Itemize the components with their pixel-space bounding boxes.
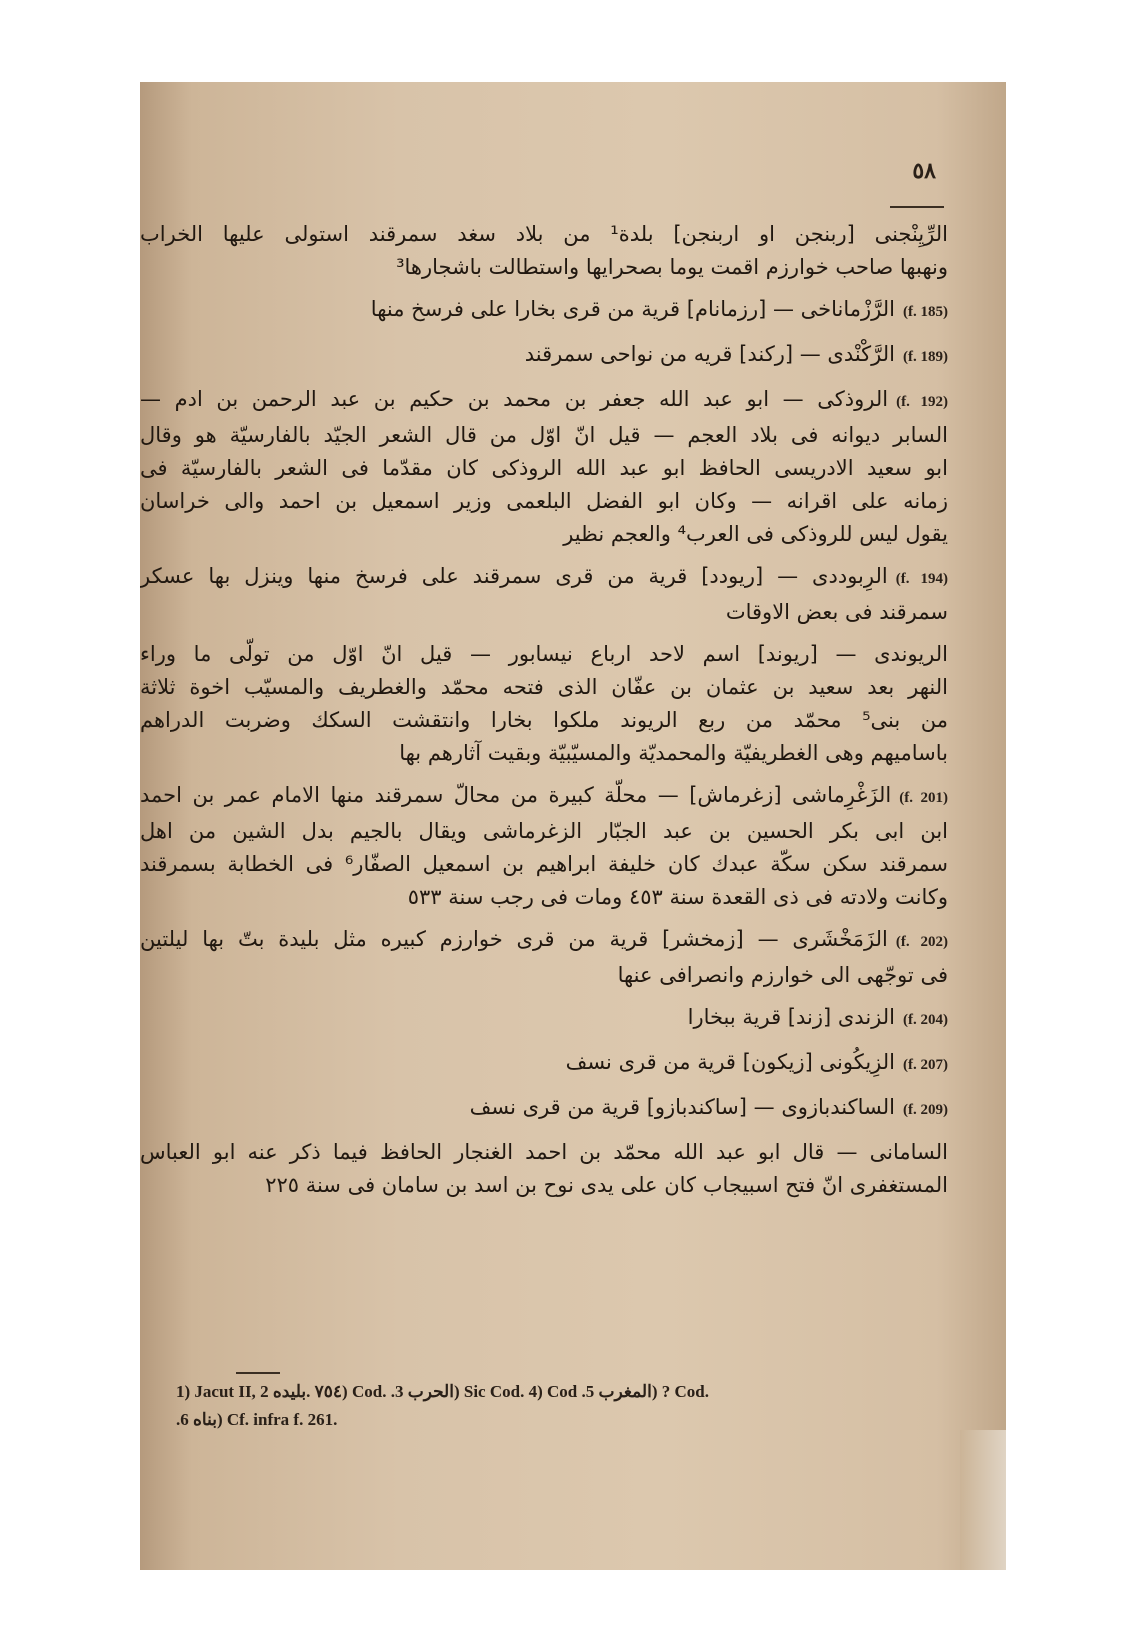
entry-text: السابر ديوانه فى بلاد العجم — قيل انّ اوّل من قال الشعر الجيّد بالفارسيّة هو وقال bbox=[140, 423, 948, 447]
footnote-line: 1) Jacut II, ٧٥٤ .بليده 2) Cod. .الحرب 3) Sic Cod. 4) Cod .المغرب 5) ? Cod. bbox=[176, 1382, 709, 1401]
entry-text: سمرقند فى بعض الاوقات bbox=[725, 600, 948, 624]
entry-text: باساميهم وهى الغطريفيّة والمحمديّة والمسيّبيّة وبقيت آثارهم بها bbox=[399, 741, 948, 765]
entry-text: الرِبوددى — [ريودد] قرية من قرى سمرقند على فرسخ منها وينزل بها عسكر bbox=[140, 564, 888, 588]
entry-line bbox=[140, 737, 948, 770]
entry-text: الزَغْرِماشى [زغرماش] — محلّة كبيرة من محالّ سمرقند منها الامام عمر بن احمد bbox=[140, 783, 892, 807]
entry-text: ابو سعيد الادريسى الحافظ ابو عبد الله الروذكى كان مقدّما فى الشعر بالفارسيّة فى bbox=[140, 456, 948, 480]
entry-line bbox=[140, 485, 948, 518]
entry-line bbox=[140, 848, 948, 881]
dictionary-entry bbox=[140, 338, 948, 374]
dictionary-entry bbox=[140, 293, 948, 329]
footnote-rule bbox=[236, 1372, 280, 1374]
entry-text: الرِّيِنْجنى [ربنجن او اربنجن] بلدة¹ من بلاد سغد سمرقند استولى عليها الخراب bbox=[140, 222, 948, 246]
dictionary-entry bbox=[140, 779, 948, 914]
folio-reference: (f. 207) bbox=[903, 1057, 948, 1073]
dictionary-entry bbox=[140, 638, 948, 770]
dictionary-entry bbox=[140, 383, 948, 551]
entry-text: الزِيكُونى [زيكون] قرية من قرى نسف bbox=[565, 1050, 895, 1074]
footnote-line: .بناه 6) Cf. infra f. 261. bbox=[176, 1410, 338, 1429]
entry-line bbox=[140, 779, 948, 815]
entry-line bbox=[140, 383, 948, 419]
entry-line bbox=[140, 596, 948, 629]
entry-line bbox=[140, 1046, 948, 1082]
entry-text: ابن ابى بكر الحسين بن عبد الجبّار الزغرماشى ويقال بالجيم بدل الشين من اهل bbox=[140, 819, 948, 843]
folio-reference: (f. 209) bbox=[903, 1102, 948, 1118]
entry-line bbox=[140, 671, 948, 704]
dictionary-entry bbox=[140, 560, 948, 629]
entry-line bbox=[140, 1169, 948, 1202]
entry-line bbox=[140, 338, 948, 374]
folio-reference: (f. 202) bbox=[895, 934, 948, 950]
scanned-page bbox=[140, 82, 1006, 1570]
entry-text: الرَّزْماناخى — [رزمانام] قرية من قرى بخارا على فرسخ منها bbox=[370, 297, 895, 321]
entry-line bbox=[140, 1001, 948, 1037]
entry-line bbox=[140, 251, 948, 284]
entry-line bbox=[140, 218, 948, 251]
dictionary-entry bbox=[140, 923, 948, 992]
dictionary-entry bbox=[140, 1046, 948, 1082]
entry-text: النهر بعد سعيد بن عثمان بن عفّان الذى فتحه محمّد والغطريف والمسيّب اخوة ثلاثة bbox=[140, 675, 948, 699]
entry-text: الساكندبازوى — [ساكندبازو] قرية من قرى نسف bbox=[469, 1095, 895, 1119]
dictionary-entry bbox=[140, 1091, 948, 1127]
entry-line bbox=[140, 1091, 948, 1127]
entry-text: سمرقند سكن سكّة عبدك كان خليفة ابراهيم بن اسمعيل الصفّار⁶ فى الخطابة بسمرقند bbox=[140, 852, 948, 876]
footnotes bbox=[176, 1378, 948, 1434]
page-number: ٥٨ bbox=[912, 158, 936, 184]
entry-line bbox=[140, 419, 948, 452]
entry-line bbox=[140, 959, 948, 992]
main-text bbox=[140, 218, 948, 1211]
entry-text: فى توجّهى الى خوارزم وانصرافى عنها bbox=[617, 963, 948, 987]
entry-text: الزَمَخْشَرى — [زمخشر] قرية من قرى خوارزم كبيره مثل بليدة بتّ بها ليلتين bbox=[140, 927, 888, 951]
header-rule bbox=[890, 206, 944, 208]
folio-reference: (f. 192) bbox=[896, 394, 948, 410]
entry-line bbox=[140, 638, 948, 671]
entry-line bbox=[140, 518, 948, 551]
entry-line bbox=[140, 293, 948, 329]
folio-reference: (f. 194) bbox=[895, 571, 948, 587]
entry-text: الريوندى — [ريوند] اسم لاحد ارباع نيسابور — قيل انّ اوّل من تولّى ما وراء bbox=[140, 642, 948, 666]
entry-text: وكانت ولادته فى ذى القعدة سنة ٤٥٣ ومات فى رجب سنة ٥٣٣ bbox=[407, 885, 948, 909]
entry-line bbox=[140, 815, 948, 848]
entry-text: الرَّكْنْدى — [ركند] قريه من نواحى سمرقند bbox=[524, 342, 895, 366]
entry-text: زمانه على اقرانه — وكان ابو الفضل البلعمى وزير اسمعيل بن احمد والى خراسان bbox=[140, 489, 948, 513]
dictionary-entry bbox=[140, 1136, 948, 1202]
entry-line bbox=[140, 560, 948, 596]
entry-text: السامانى — قال ابو عبد الله محمّد بن احمد الغنجار الحافظ فيما ذكر عنه ابو العباس bbox=[140, 1140, 948, 1164]
folio-reference: (f. 185) bbox=[903, 304, 948, 320]
entry-line bbox=[140, 452, 948, 485]
entry-text: الزندى [زند] قرية ببخارا bbox=[687, 1005, 895, 1029]
entry-line bbox=[140, 1136, 948, 1169]
folio-reference: (f. 189) bbox=[903, 349, 948, 365]
entry-text: ونهبها صاحب خوارزم اقمت يوما بصحرايها واستطالت باشجارها³ bbox=[396, 255, 948, 279]
entry-text: المستغفرى انّ فتح اسبيجاب كان على يدى نوح بن اسد بن سامان فى سنة ٢٢٥ bbox=[265, 1173, 948, 1197]
dictionary-entry bbox=[140, 218, 948, 284]
entry-text: من بنى⁵ محمّد من ربع الريوند ملكوا بخارا وانتقشت السكك وضربت الدراهم bbox=[140, 708, 948, 732]
entry-text: الروذكى — ابو عبد الله جعفر بن محمد بن حكيم بن عبد الرحمن بن ادم — bbox=[140, 387, 889, 411]
entry-line bbox=[140, 881, 948, 914]
dictionary-entry bbox=[140, 1001, 948, 1037]
entry-line bbox=[140, 704, 948, 737]
entry-text: يقول ليس للروذكى فى العرب⁴ والعجم نظير bbox=[563, 522, 948, 546]
entry-line bbox=[140, 923, 948, 959]
folio-reference: (f. 201) bbox=[899, 790, 948, 806]
folio-reference: (f. 204) bbox=[903, 1012, 948, 1028]
